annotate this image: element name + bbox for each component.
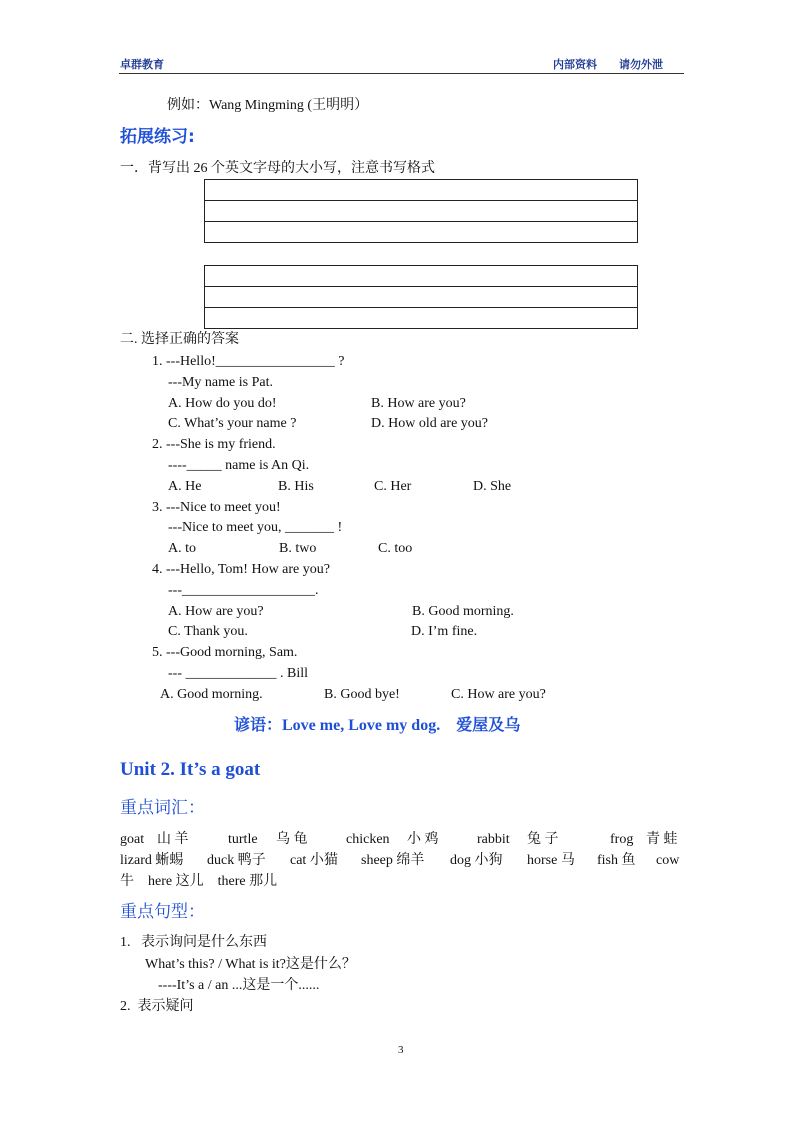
grid-row xyxy=(205,180,637,201)
unit-title: Unit 2. It’s a goat xyxy=(120,759,261,780)
q5-option-b: B. Good bye! xyxy=(324,687,400,702)
q3-stem: 3. ---Nice to meet you! xyxy=(152,500,281,515)
q3-reply: ---Nice to meet you, _______ ! xyxy=(168,520,343,535)
q1-option-d: D. How old are you? xyxy=(371,416,489,431)
q2-option-a: A. He xyxy=(168,479,202,494)
q2-stem: 2. ---She is my friend. xyxy=(152,437,276,452)
vocab-word: goat xyxy=(120,832,145,847)
sentence-example-1: What’s this? / What is it?这是什么？ xyxy=(145,957,356,972)
writing-grid-2 xyxy=(204,265,638,329)
ext-title: 拓展练习: xyxy=(120,127,195,147)
vocab-item: fish 鱼 xyxy=(597,853,636,868)
q4-stem: 4. ---Hello, Tom! How are you? xyxy=(152,562,330,577)
header-internal: 内部资料 xyxy=(553,58,597,71)
q4-reply: ---___________________. xyxy=(168,583,319,598)
header-org: 卓群教育 xyxy=(120,58,164,71)
sentences-title: 重点句型： xyxy=(120,902,205,922)
vocab-meaning: 山 羊 xyxy=(157,832,189,847)
q3-option-a: A. to xyxy=(168,541,196,556)
vocab-item: horse 马 xyxy=(527,853,575,868)
q5-reply: --- _____________ . Bill xyxy=(168,666,308,681)
q4-option-a: A. How are you? xyxy=(168,604,264,619)
vocab-item: cat 小猫 xyxy=(290,853,338,868)
vocab-word: chicken xyxy=(346,832,390,847)
grid-row xyxy=(205,201,637,222)
header-confidential: 请勿外泄 xyxy=(619,58,663,71)
grid-row xyxy=(205,308,637,328)
vocab-word: turtle xyxy=(228,832,258,847)
q4-option-c: C. Thank you. xyxy=(168,624,248,639)
q3-option-c: C. too xyxy=(378,541,413,556)
vocab-item: cow xyxy=(656,853,680,868)
vocab-word: frog xyxy=(610,832,634,847)
q2-option-b: B. His xyxy=(278,479,314,494)
vocab-title: 重点词汇： xyxy=(120,798,205,818)
proverb: 谚语：Love me, Love my dog. 爱屋及乌 xyxy=(234,717,521,734)
q1-reply: ---My name is Pat. xyxy=(168,375,273,390)
part2-title: 二. 选择正确的答案 xyxy=(120,332,239,347)
q4-option-d: D. I’m fine. xyxy=(411,624,478,639)
q3-option-b: B. two xyxy=(279,541,317,556)
q2-reply: ----_____ name is An Qi. xyxy=(168,458,310,473)
vocab-line-3: 牛 here 这儿 there 那儿 xyxy=(120,874,278,889)
q1-option-b: B. How are you? xyxy=(371,396,466,411)
q5-stem: 5. ---Good morning, Sam. xyxy=(152,645,298,660)
vocab-item: dog 小狗 xyxy=(450,853,503,868)
q5-option-c: C. How are you? xyxy=(451,687,546,702)
vocab-item: duck 鸭子 xyxy=(207,853,266,868)
vocab-word: rabbit xyxy=(477,832,510,847)
vocab-meaning: 青 蛙 xyxy=(646,832,678,847)
vocab-item: sheep 绵羊 xyxy=(361,853,425,868)
vocab-meaning: 小 鸡 xyxy=(407,832,439,847)
q1-stem: 1. ---Hello!_________________ ? xyxy=(152,354,345,369)
vocab-meaning: 兔 子 xyxy=(527,832,559,847)
example-line: 例如：Wang Mingming (王明明） xyxy=(167,98,369,113)
header-rule xyxy=(119,73,684,74)
q1-option-a: A. How do you do! xyxy=(168,396,277,411)
grid-row xyxy=(205,222,637,242)
page-number: 3 xyxy=(398,1044,404,1056)
sentence-item-2: 2. 表示疑问 xyxy=(120,999,194,1014)
part1-title: 一．背写出 26 个英文字母的大小写，注意书写格式 xyxy=(120,161,435,176)
q2-option-c: C. Her xyxy=(374,479,412,494)
sentence-example-2: ----It’s a / an ...这是一个...... xyxy=(158,978,320,993)
q2-option-d: D. She xyxy=(473,479,512,494)
writing-grid-1 xyxy=(204,179,638,243)
grid-row xyxy=(205,287,637,308)
sentence-item-1: 1. 表示询问是什么东西 xyxy=(120,935,267,950)
vocab-meaning: 乌 龟 xyxy=(276,832,308,847)
grid-row xyxy=(205,266,637,287)
q5-option-a: A. Good morning. xyxy=(160,687,263,702)
q1-option-c: C. What’s your name ? xyxy=(168,416,297,431)
vocab-item: lizard 蜥蜴 xyxy=(120,853,184,868)
q4-option-b: B. Good morning. xyxy=(412,604,514,619)
